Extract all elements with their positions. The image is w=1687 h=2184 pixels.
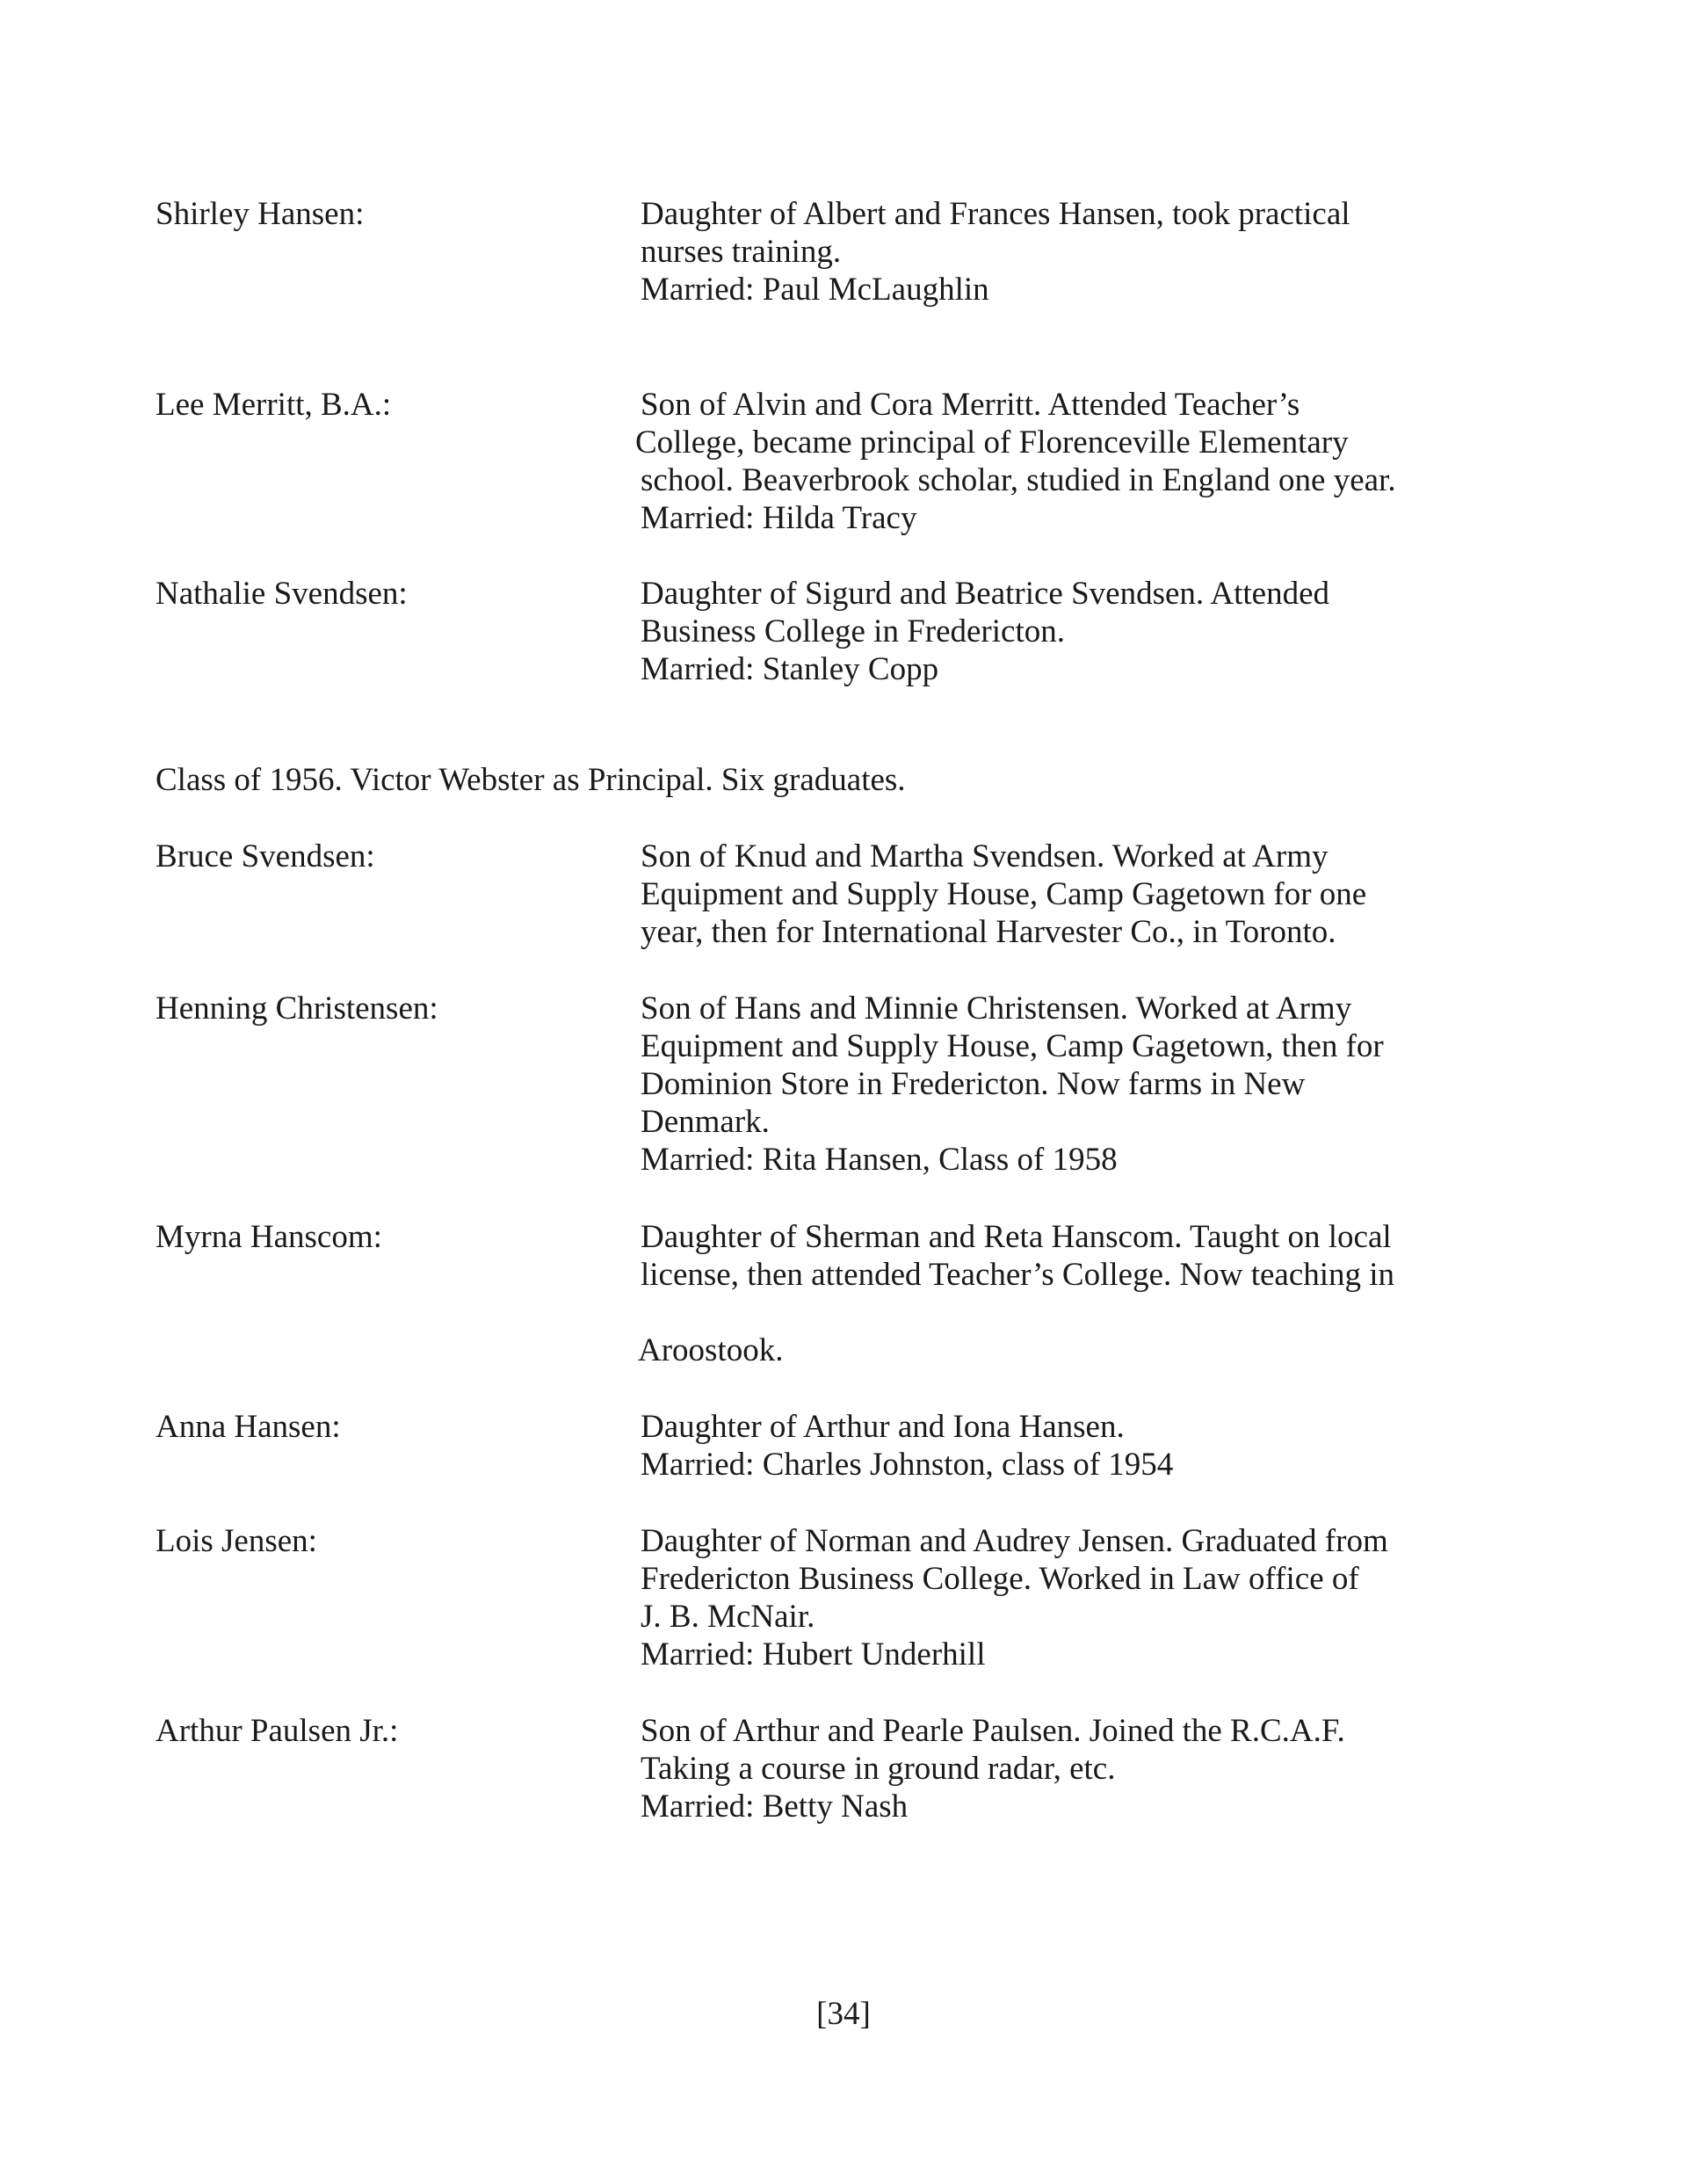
graduate-description <box>641 1408 1519 1484</box>
description-line: Denmark. <box>641 1104 770 1140</box>
description-line: Married: Betty Nash <box>641 1789 909 1825</box>
description-line: Fredericton Business College. Worked in Law office of <box>641 1561 1359 1597</box>
graduate-name: Lois Jensen: <box>156 1523 317 1559</box>
page-number: [34] <box>816 1996 871 2032</box>
description-line: Married: Paul McLaughlin <box>641 272 989 308</box>
graduate-description <box>641 575 1519 688</box>
description-line: Aroostook. <box>638 1332 784 1368</box>
description-line: Dominion Store in Fredericton. Now farms in New <box>641 1066 1306 1102</box>
graduate-name: Henning Christensen: <box>156 990 438 1027</box>
description-line: Equipment and Supply House, Camp Gagetown, then for <box>641 1028 1384 1064</box>
description-line: Daughter of Sigurd and Beatrice Svendsen. Attended <box>641 576 1329 612</box>
description-line: Daughter of Norman and Audrey Jensen. Graduated from <box>641 1523 1388 1559</box>
graduate-name: Lee Merritt, B.A.: <box>156 387 392 423</box>
graduate-description <box>641 1712 1519 1825</box>
description-line: Son of Arthur and Pearle Paulsen. Joined the R.C.A.F. <box>641 1713 1345 1749</box>
graduate-name: Arthur Paulsen Jr.: <box>156 1713 399 1749</box>
graduate-description <box>635 386 1519 537</box>
description-line: Married: Hilda Tracy <box>641 500 917 536</box>
graduate-name: Bruce Svendsen: <box>156 838 375 874</box>
description-line: Daughter of Albert and Frances Hansen, took practical <box>641 196 1350 232</box>
description-line: Daughter of Sherman and Reta Hanscom. Taught on local <box>641 1219 1392 1255</box>
description-line: school. Beaverbrook scholar, studied in England one year. <box>641 462 1396 498</box>
graduate-name: Anna Hansen: <box>156 1409 341 1445</box>
description-line: license, then attended Teacher’s College. Now teaching in <box>641 1257 1395 1293</box>
description-line: Married: Charles Johnston, class of 1954 <box>641 1447 1174 1483</box>
graduate-name: Nathalie Svendsen: <box>156 576 408 612</box>
description-line: Married: Rita Hansen, Class of 1958 <box>641 1142 1118 1178</box>
graduate-name: Shirley Hansen: <box>156 196 365 232</box>
description-line: Married: Hubert Underhill <box>641 1636 986 1672</box>
description-line: Equipment and Supply House, Camp Gagetown for one <box>641 876 1367 912</box>
graduate-description <box>641 838 1519 951</box>
description-line: College, became principal of Florenceville Elementary <box>635 424 1349 461</box>
graduate-description <box>638 1218 1519 1369</box>
description-line: Son of Hans and Minnie Christensen. Worked at Army <box>641 990 1352 1027</box>
graduate-name: Myrna Hanscom: <box>156 1219 382 1255</box>
description-line: Taking a course in ground radar, etc. <box>641 1751 1116 1787</box>
description-line: J. B. McNair. <box>641 1599 815 1635</box>
graduate-description <box>641 1522 1519 1673</box>
description-line: Married: Stanley Copp <box>641 651 939 687</box>
description-line: Son of Knud and Martha Svendsen. Worked at Army <box>641 838 1329 874</box>
description-line: year, then for International Harvester Co., in Toronto. <box>641 914 1336 950</box>
description-line: nurses training. <box>641 234 842 270</box>
class-heading: Class of 1956. Victor Webster as Principal. Six graduates. <box>156 762 906 798</box>
description-line: Daughter of Arthur and Iona Hansen. <box>641 1409 1125 1445</box>
description-line: Son of Alvin and Cora Merritt. Attended Teacher’s <box>641 387 1300 423</box>
description-line: Business College in Fredericton. <box>641 613 1065 649</box>
graduate-description <box>641 990 1519 1179</box>
graduate-description <box>641 195 1519 308</box>
